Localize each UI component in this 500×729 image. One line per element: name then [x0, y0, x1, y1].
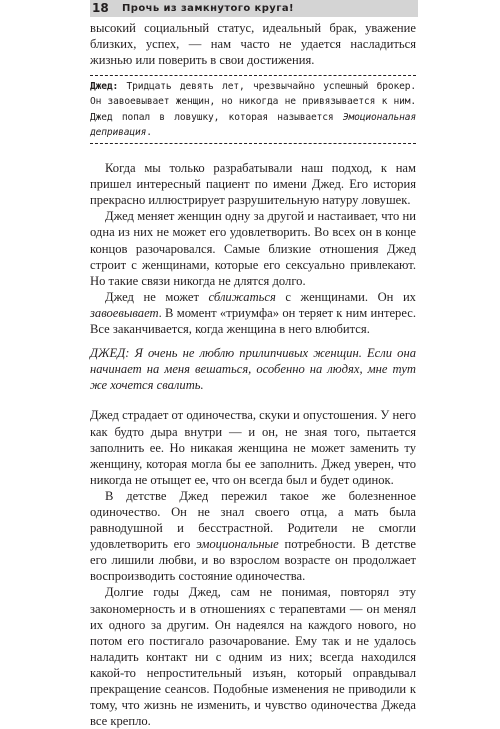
emphasis-text: эмоциональные [196, 537, 279, 552]
text-span: В детстве Джед пережил такое же болезненное одиночество. Он не знал своего отца, а мать была равнодушной и бесстрастной. Родители не смогли удовлетворить его [90, 488, 416, 552]
callout-trap-name: Эмоциональная депривация [90, 111, 416, 138]
character-callout-box [90, 75, 416, 144]
text-span: Джед не может [105, 289, 209, 304]
page-body [90, 20, 416, 729]
paragraph-therapists: Долгие годы Джед, сам не понимая, повторял эту закономерность и в отношениях с терапевтами — он менял их одного за другим. Он надеялся на каждого нового, но потом его постигало разочарование. Ему так и не удалось наладить контакт ни с одним из них; всегда находился какой-то непростительный изъян, который оправдывал прекращение сеансов. Подобные изменения не приводили к тому, что жизнь не изменить, и чувство одиночества Джеда все крепло. [90, 585, 416, 729]
text-span: с женщинами. Он их [275, 289, 416, 304]
emphasis-text: сближаться [208, 289, 276, 304]
paragraph-conquest [90, 289, 416, 337]
page-number: 18 [92, 1, 109, 15]
paragraph-childhood [90, 488, 416, 585]
intro-paragraph: высокий социальный статус, идеальный брак, уважение близких, успех, — нам часто не удается насладиться жизнью или поверить в свои достижения. [90, 21, 416, 68]
paragraph-women: Джед меняет женщин одну за другой и настаивает, что ни одна из них не может его удовлетворить. Во всех он в конце концов разочаровался. Самые близкие отношения Джед строит с женщинами, которые его сексуально привлекают. Но такие связи никогда не длятся долго. [90, 209, 416, 288]
running-header-title: Прочь из замкнутого круга! [122, 3, 294, 14]
paragraph-case-intro: Когда мы только разрабатывали наш подход, к нам пришел интересный пациент по имени Джед. Его история прекрасно иллюстрирует разрушительную натуру ловушек. [90, 161, 416, 208]
callout-text: Тридцать девять лет, чрезвычайно успешный брокер. Он завоевывает женщин, но никогда не привязывается к ним. Джед попал в ловушку, которая называется [90, 81, 416, 123]
paragraph-loneliness: Джед страдает от одиночества, скуки и опустошения. У него как будто дыра внутри — и он, не зная того, пытается заполнить ее. Но никакая женщина не может заменить ту женщину, которая могла бы ее заполнить. Джед уверен, что никогда не отыщет ее, что он всегда был и будет одинок. [90, 408, 416, 487]
text-span: . В момент «триумфа» он теряет к ним интерес. Все заканчивается, когда женщина в него влюбится. [90, 305, 416, 337]
text-span: потребности. В детстве его лишили любви, и во взрослом возрасте он продолжает воспроизводить состояние одиночества. [90, 537, 416, 584]
dialogue-quote: ДЖЕД: Я очень не люблю прилипчивых женщин. Если она начинает на меня вешаться, особенно на людях, мне тут же хочется свалить. [90, 346, 416, 393]
callout-text-end: . [146, 126, 152, 138]
callout-speaker: Джед: [90, 81, 119, 93]
emphasis-text: завоевывает [90, 305, 159, 320]
